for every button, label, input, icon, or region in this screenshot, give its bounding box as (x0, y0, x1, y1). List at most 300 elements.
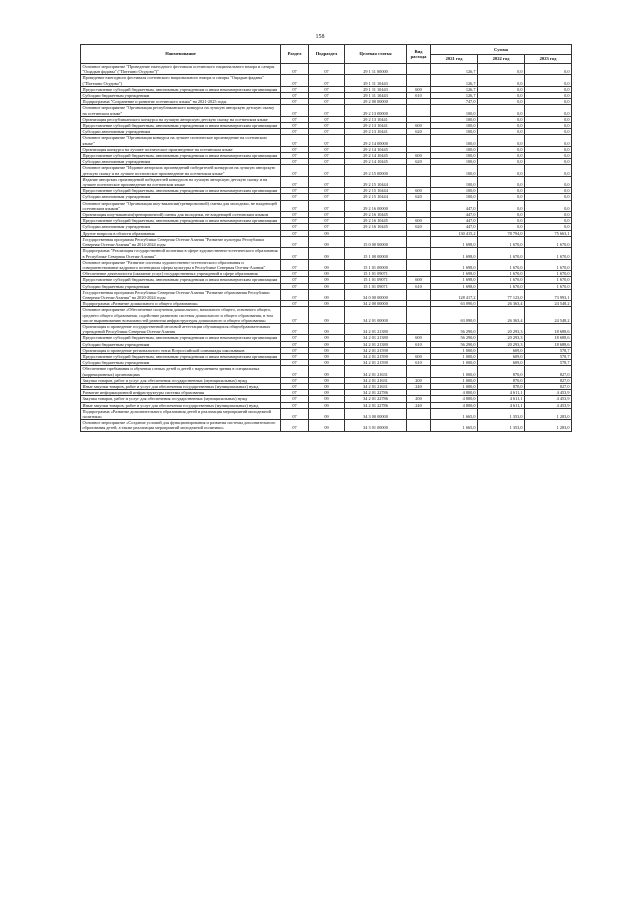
cell-sec: 07 (281, 188, 309, 194)
cell-v1: 100,0 (431, 159, 478, 165)
cell-v2: 78 794,0 (478, 230, 525, 236)
cell-v3: 0,0 (525, 159, 572, 165)
cell-sub: 09 (309, 236, 345, 247)
cell-name: Субсидии автономным учреждениям (81, 224, 281, 230)
cell-v3: 0,0 (525, 165, 572, 176)
cell-name: Предоставление субсидий бюджетным, автономным учреждениям и иным некоммерческим организациям (81, 353, 281, 359)
cell-kind: 620 (407, 129, 431, 135)
cell-sub: 07 (309, 165, 345, 176)
cell-sub: 09 (309, 402, 345, 408)
header-name: Наименование (81, 45, 281, 64)
header-sum: Сумма (431, 45, 572, 55)
cell-name: Другие вопросы в области образования (81, 230, 281, 236)
cell-v1: 56 290,0 (431, 335, 478, 341)
cell-tgt: 34 2 00 00000 (345, 301, 407, 307)
cell-name: Предоставление субсидий бюджетным, автономным учреждениям и иным некоммерческим организациям (81, 86, 281, 92)
cell-kind: 610 (407, 341, 431, 347)
cell-sec: 07 (281, 335, 309, 341)
cell-v2: 4 611,1 (478, 402, 525, 408)
cell-v1: 100,0 (431, 165, 478, 176)
cell-name: Развитие информационной инфраструктуры системы образования (81, 390, 281, 396)
cell-v2: 1 670,0 (478, 259, 525, 270)
cell-sec: 07 (281, 271, 309, 277)
cell-sub: 07 (309, 188, 345, 194)
cell-v3: 18 688,6 (525, 335, 572, 341)
cell-kind (407, 289, 431, 300)
cell-v2: 0,0 (478, 129, 525, 135)
cell-v1: 1 698,0 (431, 248, 478, 259)
cell-tgt: 29 1 11 10443 (345, 75, 407, 86)
cell-v1: 100,0 (431, 105, 478, 116)
cell-sub: 09 (309, 259, 345, 270)
cell-tgt: 34 2 01 21380 (345, 335, 407, 341)
cell-sub: 09 (309, 271, 345, 277)
cell-kind: 600 (407, 335, 431, 341)
cell-v1: 100,0 (431, 153, 478, 159)
cell-v1: 126,7 (431, 75, 478, 86)
cell-sub: 07 (309, 159, 345, 165)
cell-v1: 1 698,0 (431, 236, 478, 247)
cell-sec: 07 (281, 105, 309, 116)
cell-sub: 09 (309, 301, 345, 307)
cell-v1: 128 417,2 (431, 289, 478, 300)
cell-sub: 07 (309, 64, 345, 75)
cell-v1: 1 698,0 (431, 271, 478, 277)
cell-v3: 0,0 (525, 176, 572, 187)
cell-v3: 0,0 (525, 188, 572, 194)
cell-sub: 07 (309, 86, 345, 92)
cell-tgt: 15 1 01 09071 (345, 277, 407, 283)
cell-v3: 73 993,1 (525, 289, 572, 300)
table-body (81, 64, 572, 432)
header-2022: 2022 год (478, 55, 525, 64)
cell-sec: 07 (281, 99, 309, 105)
cell-v1: 4 800,0 (431, 390, 478, 396)
cell-sec: 07 (281, 224, 309, 230)
cell-name: Обеспечение пребывания и обучения слепых детей и детей с нарушением зрения в специальных (коррекционных) организациях (81, 366, 281, 377)
cell-v3: 827,0 (525, 383, 572, 389)
cell-name: Организация республиканского конкурса на лучшую авторскую детскую сказку на осетинском языке (81, 116, 281, 122)
cell-tgt: 34 2 01 21590 (345, 347, 407, 353)
cell-sec: 07 (281, 248, 309, 259)
cell-v2: 0,0 (478, 135, 525, 146)
cell-sub: 07 (309, 75, 345, 86)
cell-name: Основное мероприятие «Обеспечение получения дошкольного, начального общего, основного общего, среднего общего образования, содействие развитию системы дошкольного и общего образования, в том числе выравниванию возможностей развития инфраструктуры дошкольного и общего образования» (81, 307, 281, 324)
cell-sub: 09 (309, 230, 345, 236)
cell-v2: 0,0 (478, 64, 525, 75)
cell-sec: 07 (281, 176, 309, 187)
cell-v2: 26 363,4 (478, 307, 525, 324)
cell-v2: 0,0 (478, 86, 525, 92)
cell-sec: 07 (281, 408, 309, 419)
cell-v1: 100,0 (431, 176, 478, 187)
table-row (81, 64, 572, 75)
cell-tgt: 34 3 00 00000 (345, 408, 407, 419)
table-row (81, 366, 572, 377)
cell-kind: 610 (407, 93, 431, 99)
cell-name: Субсидии бюджетным учреждениям (81, 360, 281, 366)
cell-sub: 07 (309, 218, 345, 224)
cell-v2: 609,0 (478, 360, 525, 366)
cell-v2: 0,0 (478, 105, 525, 116)
cell-sec: 07 (281, 159, 309, 165)
cell-sub: 07 (309, 194, 345, 200)
cell-v1: 1 665,0 (431, 420, 478, 431)
table-row (81, 248, 572, 259)
cell-v1: 56 290,0 (431, 341, 478, 347)
cell-v2: 0,0 (478, 188, 525, 194)
cell-sub: 09 (309, 390, 345, 396)
cell-v3: 578,7 (525, 347, 572, 353)
budget-table (80, 44, 572, 432)
cell-sub: 09 (309, 360, 345, 366)
cell-sub: 07 (309, 135, 345, 146)
cell-tgt: 34 2 01 21590 (345, 360, 407, 366)
cell-sec: 07 (281, 129, 309, 135)
cell-name: Основное мероприятие "Издание авторских произведений победителей конкурсов на лучшую авторскую детскую сказку и на лучшее поэтическое произведение на осетинском языке" (81, 165, 281, 176)
cell-v3: 0,0 (525, 129, 572, 135)
cell-sub: 07 (309, 93, 345, 99)
cell-kind (407, 200, 431, 211)
cell-name: Государственная программа Республики Северная Осетия-Алания "Развитие образования Республики Северная Осетия-Алания" на 2020-2024 годы (81, 289, 281, 300)
cell-kind: 620 (407, 194, 431, 200)
cell-kind (407, 135, 431, 146)
cell-sub: 09 (309, 341, 345, 347)
cell-sec: 07 (281, 194, 309, 200)
cell-sec: 07 (281, 283, 309, 289)
cell-v2: 20 293,3 (478, 335, 525, 341)
cell-sub: 07 (309, 176, 345, 187)
cell-v3: 1 670,0 (525, 277, 572, 283)
cell-v3: 0,0 (525, 218, 572, 224)
cell-name: Субсидии бюджетным учреждениям (81, 341, 281, 347)
cell-sub: 07 (309, 212, 345, 218)
cell-v2: 0,0 (478, 200, 525, 211)
cell-v3: 0,0 (525, 194, 572, 200)
cell-v2: 0,0 (478, 93, 525, 99)
cell-tgt: 15 0 00 00000 (345, 236, 407, 247)
cell-kind (407, 323, 431, 334)
cell-sec: 07 (281, 218, 309, 224)
cell-tgt: 29 1 11 10443 (345, 93, 407, 99)
cell-kind (407, 259, 431, 270)
cell-v1: 1 000,0 (431, 360, 478, 366)
cell-v3: 4 453,9 (525, 396, 572, 402)
cell-v1: 447,0 (431, 200, 478, 211)
cell-v1: 126,7 (431, 93, 478, 99)
cell-kind (407, 307, 431, 324)
header-2023: 2023 год (525, 55, 572, 64)
cell-v1: 100,0 (431, 135, 478, 146)
cell-tgt: 34 2 01 00000 (345, 307, 407, 324)
cell-v1: 4 800,0 (431, 402, 478, 408)
cell-kind (407, 408, 431, 419)
cell-name: Закупка товаров, работ и услуг для обеспечения государственных (муниципальных) нужд (81, 377, 281, 383)
cell-kind: 240 (407, 402, 431, 408)
cell-tgt: 15 1 00 00000 (345, 248, 407, 259)
cell-name: Организация и проведение регионального этапа Всероссийской олимпиады школьников (81, 347, 281, 353)
cell-sec: 07 (281, 236, 309, 247)
cell-v1: 1 000,0 (431, 366, 478, 377)
cell-sec: 07 (281, 402, 309, 408)
cell-kind (407, 75, 431, 86)
cell-v3: 578,7 (525, 353, 572, 359)
header-subsection: Подраздел (309, 45, 345, 64)
cell-sub: 07 (309, 116, 345, 122)
cell-v2: 1 670,0 (478, 248, 525, 259)
table-row (81, 236, 572, 247)
header-kind: Вид расхода (407, 45, 431, 64)
cell-v2: 1 353,0 (478, 408, 525, 419)
cell-kind: 600 (407, 218, 431, 224)
cell-v1: 747,0 (431, 99, 478, 105)
cell-kind: 610 (407, 283, 431, 289)
cell-v3: 0,0 (525, 93, 572, 99)
cell-tgt: 29 2 16 10445 (345, 212, 407, 218)
cell-tgt: 29 2 15 10444 (345, 188, 407, 194)
cell-sub: 09 (309, 377, 345, 383)
cell-v1: 100,0 (431, 116, 478, 122)
cell-name: Основное мероприятие "Развитие системы художественно-эстетического образования и совершенствование кадрового потенциала сферы культуры в Республике Северная Осетия-Алания" (81, 259, 281, 270)
cell-v1: 56 290,0 (431, 323, 478, 334)
table-row (81, 105, 572, 116)
cell-tgt: 34 0 00 00000 (345, 289, 407, 300)
cell-tgt: 34 2 01 21631 (345, 366, 407, 377)
cell-v1: 100,0 (431, 129, 478, 135)
cell-tgt: 29 2 16 10445 (345, 218, 407, 224)
cell-v2: 0,0 (478, 116, 525, 122)
cell-v1: 63 090,0 (431, 307, 478, 324)
cell-tgt: 29 2 14 10445 (345, 153, 407, 159)
cell-kind: 240 (407, 383, 431, 389)
table-row (81, 135, 572, 146)
table-row (81, 165, 572, 176)
cell-name: Обеспечение деятельности (оказание услуг) государственных учреждений в сфере образования (81, 271, 281, 277)
cell-sec: 07 (281, 123, 309, 129)
cell-kind: 620 (407, 159, 431, 165)
cell-tgt: 29 2 15 00000 (345, 165, 407, 176)
cell-sub: 09 (309, 335, 345, 341)
cell-v3: 18 688,6 (525, 341, 572, 347)
cell-sub: 09 (309, 420, 345, 431)
cell-kind: 600 (407, 188, 431, 194)
cell-v2: 0,0 (478, 153, 525, 159)
cell-v1: 447,0 (431, 224, 478, 230)
cell-tgt: 29 1 11 00000 (345, 64, 407, 75)
cell-sec: 07 (281, 200, 309, 211)
cell-v2: 0,0 (478, 99, 525, 105)
cell-v3: 578,7 (525, 360, 572, 366)
cell-name: Предоставление субсидий бюджетным, автономным учреждениям и иным некоммерческим организациям (81, 277, 281, 283)
cell-v3: 0,0 (525, 64, 572, 75)
cell-v3: 24 548,2 (525, 307, 572, 324)
cell-tgt: 15 1 01 09071 (345, 271, 407, 277)
cell-kind (407, 366, 431, 377)
cell-sec: 07 (281, 360, 309, 366)
cell-v1: 126,7 (431, 86, 478, 92)
cell-v1: 1 698,0 (431, 277, 478, 283)
header-section: Раздел (281, 45, 309, 64)
cell-name: Проведение ежегодного фестиваля осетинского национального юмора и сатиры "Ощадын фадавы" ("Потешно Осудово") (81, 75, 281, 86)
cell-v2: 4 611,1 (478, 396, 525, 402)
cell-v2: 0,0 (478, 224, 525, 230)
cell-v1: 63 090,0 (431, 301, 478, 307)
cell-v1: 100,0 (431, 194, 478, 200)
cell-tgt: 29 2 13 10441 (345, 129, 407, 135)
cell-name: Предоставление субсидий бюджетным, автономным учреждениям и иным некоммерческим организациям (81, 123, 281, 129)
cell-sec: 07 (281, 93, 309, 99)
cell-v2: 77 123,0 (478, 289, 525, 300)
cell-sec: 07 (281, 116, 309, 122)
cell-tgt: 15 1 01 09071 (345, 283, 407, 289)
cell-sub: 09 (309, 323, 345, 334)
cell-kind: 200 (407, 396, 431, 402)
cell-tgt: 34 3 01 00000 (345, 420, 407, 431)
table-row (81, 323, 572, 334)
table-row (81, 307, 572, 324)
cell-v3: 1 670,0 (525, 283, 572, 289)
cell-kind: 600 (407, 153, 431, 159)
cell-tgt: 29 2 15 10444 (345, 176, 407, 187)
cell-v3: 0,0 (525, 123, 572, 129)
cell-tgt: 29 2 14 10445 (345, 159, 407, 165)
cell-v3: 0,0 (525, 200, 572, 211)
cell-name: Предоставление субсидий бюджетным, автономным учреждениям и иным некоммерческим организациям (81, 188, 281, 194)
cell-tgt: 29 2 15 10444 (345, 194, 407, 200)
table-row (81, 420, 572, 431)
cell-v2: 0,0 (478, 165, 525, 176)
cell-tgt: 34 2 01 22786 (345, 402, 407, 408)
cell-v3: 827,0 (525, 377, 572, 383)
cell-v1: 1 000,0 (431, 347, 478, 353)
cell-kind: 600 (407, 86, 431, 92)
table-row (81, 75, 572, 86)
cell-tgt: 34 2 01 21380 (345, 323, 407, 334)
cell-v2: 0,0 (478, 218, 525, 224)
cell-v2: 870,0 (478, 383, 525, 389)
table-row (81, 176, 572, 187)
cell-v2: 609,0 (478, 353, 525, 359)
cell-v2: 20 293,3 (478, 323, 525, 334)
cell-tgt: 29 2 13 10441 (345, 123, 407, 129)
cell-v3: 1 283,0 (525, 420, 572, 431)
cell-v1: 1 000,0 (431, 353, 478, 359)
cell-kind: 600 (407, 353, 431, 359)
cell-v2: 609,0 (478, 347, 525, 353)
cell-tgt: 34 2 01 22786 (345, 396, 407, 402)
table-row (81, 200, 572, 211)
cell-sub: 09 (309, 289, 345, 300)
cell-sec: 07 (281, 323, 309, 334)
cell-sec: 07 (281, 353, 309, 359)
cell-sec: 07 (281, 153, 309, 159)
cell-name: Организация конкурса на лучшее поэтическое произведение на осетинском языке (81, 146, 281, 152)
cell-tgt: 34 2 01 22786 (345, 390, 407, 396)
cell-v2: 0,0 (478, 75, 525, 86)
cell-sec: 07 (281, 135, 309, 146)
cell-name: Организация и проведение государственной итоговой аттестации обучающихся общеобразовательных учреждений Республики Северная Осетия-Алания (81, 323, 281, 334)
cell-sec: 07 (281, 366, 309, 377)
cell-tgt: 15 1 01 00000 (345, 259, 407, 270)
cell-name: Основное мероприятие "Организация конкурса на лучшее поэтическое произведение на осетинском языке" (81, 135, 281, 146)
cell-v1: 1 000,0 (431, 383, 478, 389)
cell-sub: 09 (309, 366, 345, 377)
cell-v2: 1 670,0 (478, 271, 525, 277)
cell-sec: 07 (281, 165, 309, 176)
cell-sec: 07 (281, 383, 309, 389)
cell-kind: 200 (407, 377, 431, 383)
cell-sec: 07 (281, 86, 309, 92)
cell-sec: 07 (281, 396, 309, 402)
cell-v3: 4 453,9 (525, 390, 572, 396)
cell-sec: 07 (281, 64, 309, 75)
cell-sub: 07 (309, 153, 345, 159)
header-2021: 2021 год (431, 55, 478, 64)
cell-tgt: 29 2 14 10445 (345, 146, 407, 152)
cell-v3: 0,0 (525, 212, 572, 218)
cell-sub: 07 (309, 200, 345, 211)
cell-kind (407, 248, 431, 259)
cell-v3: 0,0 (525, 153, 572, 159)
cell-v1: 130 415,2 (431, 230, 478, 236)
cell-name: Предоставление субсидий бюджетным, автономным учреждениям и иным некоммерческим организациям (81, 153, 281, 159)
cell-v3: 0,0 (525, 135, 572, 146)
cell-sec: 07 (281, 420, 309, 431)
cell-v2: 0,0 (478, 176, 525, 187)
cell-sub: 09 (309, 283, 345, 289)
cell-name: Издание авторских произведений победителей конкурсов на лучшую авторскую детскую сказку и на лучшее поэтическое произведение на осетинском языке (81, 176, 281, 187)
cell-sec: 07 (281, 289, 309, 300)
cell-v2: 0,0 (478, 212, 525, 218)
cell-v1: 1 698,0 (431, 283, 478, 289)
cell-tgt: 29 2 13 10441 (345, 116, 407, 122)
cell-sub: 07 (309, 146, 345, 152)
cell-v2: 26 363,4 (478, 301, 525, 307)
cell-v3: 1 670,0 (525, 259, 572, 270)
cell-v2: 20 293,3 (478, 341, 525, 347)
cell-sub: 07 (309, 123, 345, 129)
cell-sec: 07 (281, 307, 309, 324)
cell-name: Организация шоу-вакансии(тренировочной) смены для молодежи, не владеющей осетинским языком (81, 212, 281, 218)
cell-sub: 09 (309, 347, 345, 353)
cell-v2: 0,0 (478, 194, 525, 200)
cell-v1: 447,0 (431, 218, 478, 224)
cell-name: Государственная программа Республики Северная Осетия-Алания "Развитие культуры Республики Северная Осетия-Алания" на 2014-2024 годы (81, 236, 281, 247)
cell-v2: 1 670,0 (478, 277, 525, 283)
cell-v3: 1 670,0 (525, 248, 572, 259)
cell-sec: 07 (281, 259, 309, 270)
table-row (81, 408, 572, 419)
cell-v3: 0,0 (525, 75, 572, 86)
cell-v1: 1 000,0 (431, 377, 478, 383)
cell-name: Предоставление субсидий бюджетным, автономным учреждениям и иным некоммерческим организациям (81, 218, 281, 224)
cell-v3: 0,0 (525, 116, 572, 122)
page-number: 158 (315, 34, 325, 40)
cell-kind (407, 176, 431, 187)
cell-v3: 18 688,6 (525, 323, 572, 334)
cell-kind: 610 (407, 360, 431, 366)
cell-v2: 1 670,0 (478, 283, 525, 289)
cell-name: Предоставление субсидий бюджетным, автономным учреждениям и иным некоммерческим организациям (81, 335, 281, 341)
cell-v3: 827,0 (525, 366, 572, 377)
cell-v2: 0,0 (478, 159, 525, 165)
cell-name: Субсидии автономным учреждениям (81, 159, 281, 165)
cell-name: Подпрограмма "Сохранение и развитие осетинского языка" на 2021-2025 годы (81, 99, 281, 105)
cell-kind: 600 (407, 123, 431, 129)
cell-sub: 09 (309, 396, 345, 402)
cell-kind (407, 420, 431, 431)
cell-name: Основное мероприятие «Создание условий для функционирования и развития системы дополнительного образования детей, а также реализация мероприятий молодежной политики» (81, 420, 281, 431)
